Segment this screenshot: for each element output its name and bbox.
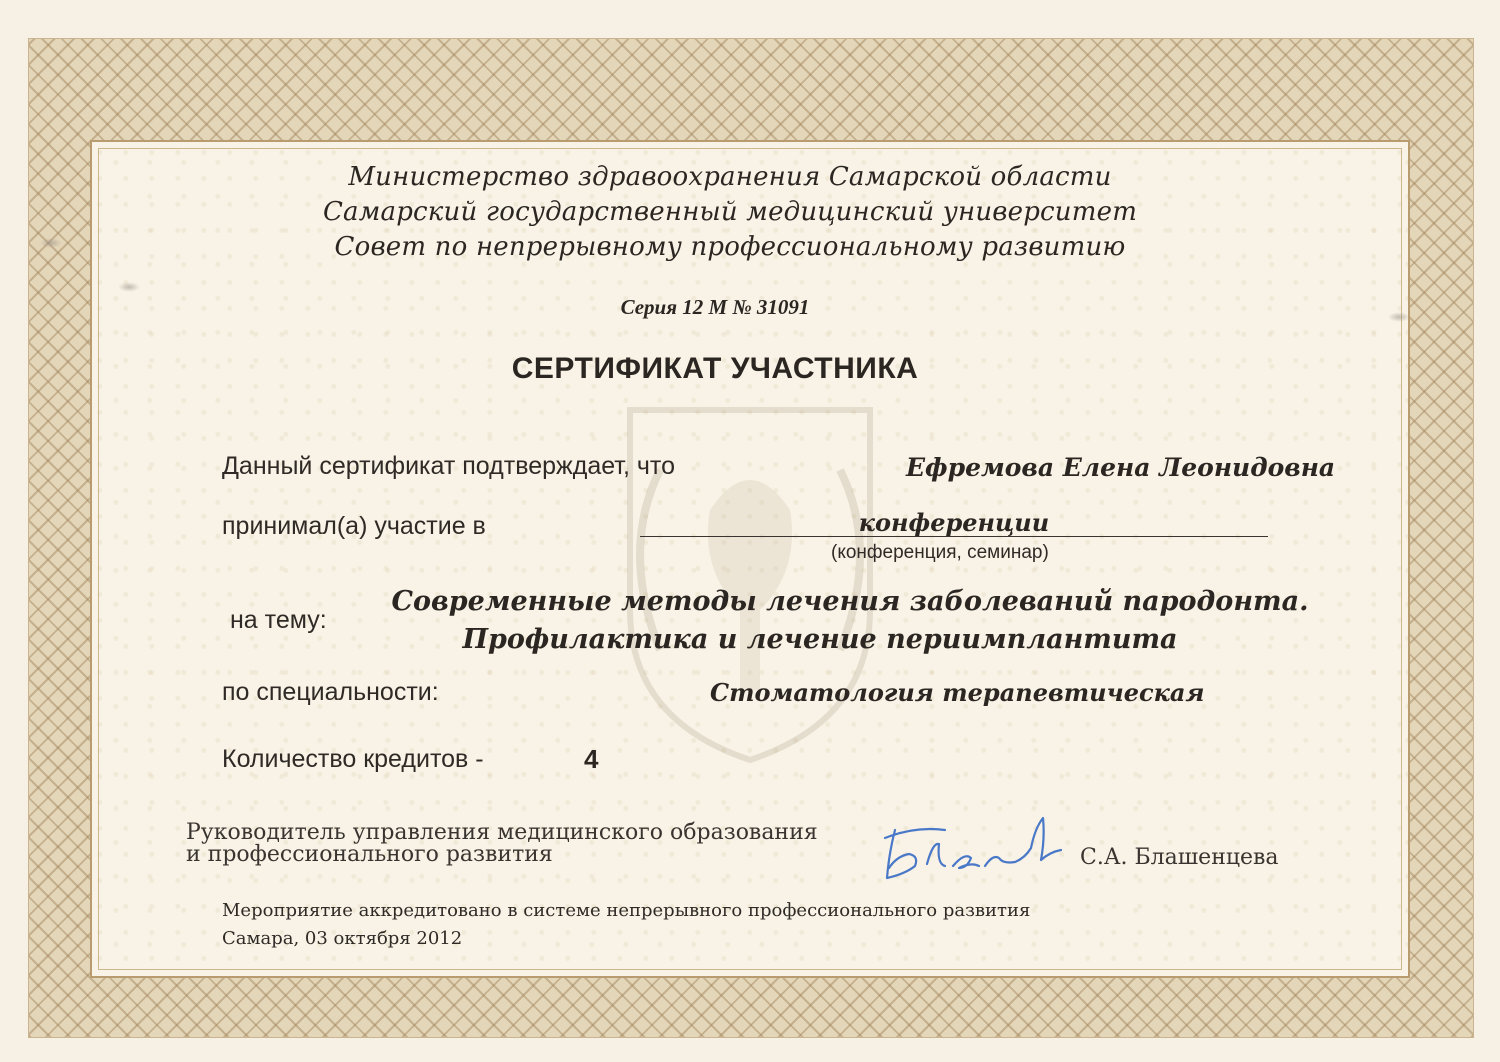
credits-value: 4 [584,744,599,774]
ministry-name: Министерство здравоохранения Самарской области [348,162,1112,192]
recipient-name: Ефремова Елена Леонидовна [906,453,1336,482]
council-name: Совет по непрерывному профессиональному развитию [334,232,1126,262]
university-name: Самарский государственный медицинский университет [322,197,1138,227]
specialty-value: Стоматология терапевтическая [710,678,1205,707]
certificate-title: СЕРТИФИКАТ УЧАСТНИКА [511,352,919,385]
specialty-label: по специальности: [222,678,439,706]
participation-label: принимал(а) участие в [222,512,486,540]
credits-label: Количество кредитов - [222,745,484,773]
topic-line-1: Современные методы лечения заболеваний пародонта. [391,586,1309,617]
confirm-label: Данный сертификат подтверждает, что [222,452,675,480]
place-and-date: Самара, 03 октября 2012 [222,928,463,949]
event-type-hint: (конференция, семинар) [831,542,1049,563]
coat-of-arms-watermark-icon [600,390,900,770]
paper-mark [118,282,140,292]
event-type: конференции [858,508,1050,537]
head-name: С.А. Блашенцева [1080,845,1279,870]
certificate-series-number: Серия 12 М № 31091 [620,295,810,319]
event-type-underline [640,536,1268,537]
handwritten-signature [875,808,1075,886]
topic-line-2: Профилактика и лечение периимплантита [462,624,1178,655]
head-role-line-2: и профессионального развития [186,842,553,867]
accreditation-note: Мероприятие аккредитовано в системе непрерывного профессионального развития [222,900,1031,921]
head-role-line-1: Руководитель управления медицинского образования [186,820,818,845]
topic-label: на тему: [230,606,327,634]
